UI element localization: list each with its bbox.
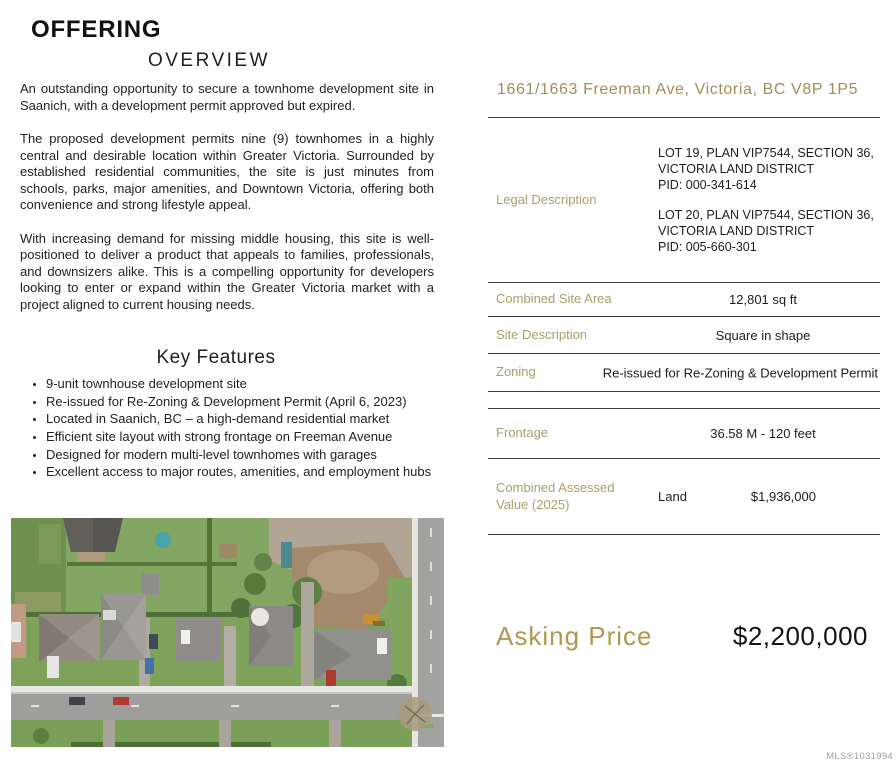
site-description-value: Square in shape [715,327,811,343]
row-legal-description [488,118,880,283]
zoning-label: Zoning [496,364,536,380]
lot19-line: VICTORIA LAND DISTRICT [658,162,815,176]
overview-paragraph-2: The proposed development permits nine (9) townhomes in a highly central and desirable location within Greater Victoria. Surrounded by established residential communities, the site is just minutes from schools, parks, major amenities, and Downtown Victoria, offering both convenience and strong lifestyle appeal. [20,131,434,212]
row-site-description [488,317,880,354]
frontage-label: Frontage [496,425,549,441]
site-area-label: Combined Site Area [496,291,612,307]
page-title: OFFERING [31,16,162,43]
assessed-value-label: Combined Assessed Value (2025) [496,480,615,512]
overview-paragraph-3: With increasing demand for missing middle housing, this site is well-positioned to deliver a product that appeals to families, professionals, and downsizers alike. This is a compelling opportunity for developers looking to enter or expand within the Greater Victoria market with a project aligned to current housing needs. [20,230,434,312]
feature-item: • Designed for modern multi-level townhomes with garages [46,447,434,464]
overview-heading: OVERVIEW [147,50,271,71]
mls-number: MLS®1031994 [826,751,893,762]
row-frontage [488,409,880,459]
site-area-value: 12,801 sq ft [729,292,797,307]
assessed-category: Land [658,489,687,504]
row-spacer [488,392,880,409]
aerial-photo [11,518,444,747]
key-features-list [30,376,434,481]
offering-overview-section [20,16,434,482]
feature-item: • Re-issued for Re-Zoning & Development Permit (April 6, 2023) [46,394,434,411]
overview-paragraph-1: An outstanding opportunity to secure a townhome development site in Saanich, with a development permit approved but expired. [20,81,434,113]
row-zoning [488,354,880,392]
lot19-line: LOT 19, PLAN VIP7544, SECTION 36, [658,146,874,160]
frontage-value: 36.58 M - 120 feet [710,426,816,441]
lot20-pid: PID: 005-660-301 [658,240,757,254]
assessed-amount: $1,936,000 [750,489,816,504]
feature-item: • Efficient site layout with strong frontage on Freeman Avenue [46,429,434,446]
asking-price-row [488,621,880,652]
feature-item: • Excellent access to major routes, amenities, and employment hubs [46,464,434,481]
asking-price-value: $2,200,000 [732,621,868,651]
feature-item: • Located in Saanich, BC – a high-demand residential market [46,411,434,428]
assessed-value-group [646,489,880,504]
zoning-value: Re-issued for Re-Zoning & Development Permit [602,365,878,380]
row-site-area [488,283,880,317]
aerial-photo-illustration [11,518,444,747]
asking-price-label: Asking Price [496,621,653,651]
row-assessed-value [488,459,880,535]
feature-item: • 9-unit townhouse development site [46,376,434,393]
lot20-line: LOT 20, PLAN VIP7544, SECTION 36, [658,208,874,222]
lot19-pid: PID: 000-341-614 [658,178,757,192]
property-details-section [488,80,880,652]
legal-gap [658,193,880,207]
lot20-line: VICTORIA LAND DISTRICT [658,224,815,238]
key-features-heading: Key Features [156,347,276,368]
legal-description-value [646,145,880,255]
legal-description-label: Legal Description [496,191,597,207]
site-description-label: Site Description [496,326,588,342]
address-heading: 1661/1663 Freeman Ave, Victoria, BC V8P 1P5 [497,81,859,98]
